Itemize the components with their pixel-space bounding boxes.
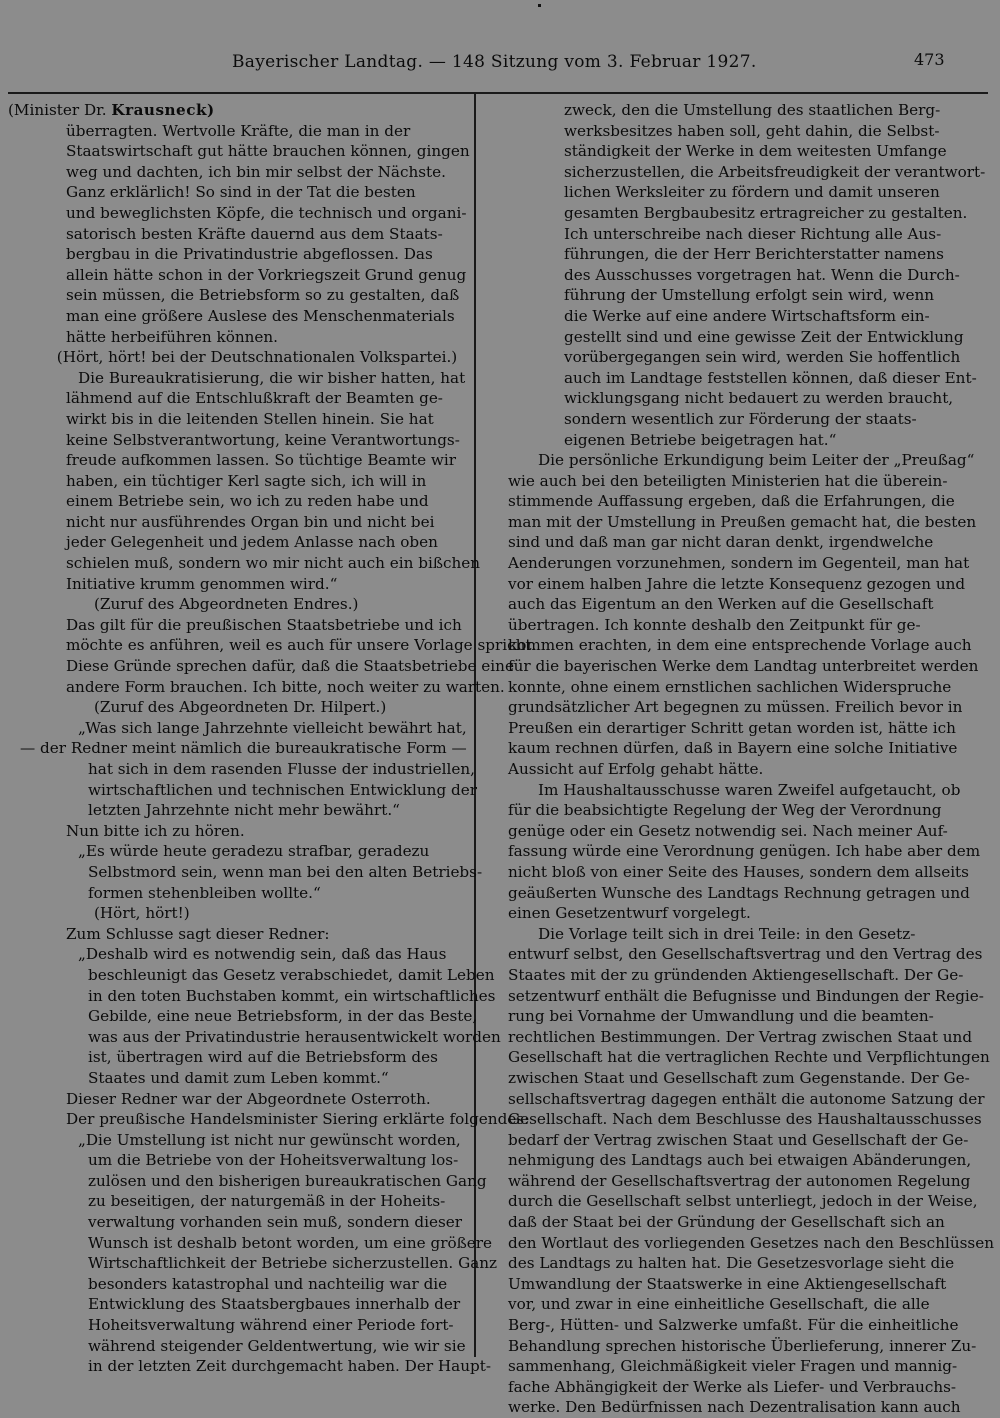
text-line: verwaltung vorhanden sein muß, sondern dieser (88, 1213, 463, 1232)
text-line: Aenderungen vorzunehmen, sondern im Gegenteil, man hat (508, 554, 970, 573)
text-line: Umwandlung der Staatswerke in eine Aktiengesellschaft (508, 1274, 947, 1293)
text-line: Selbstmord sein, wenn man bei den alten Betriebs- (88, 862, 483, 881)
text-line: für die bayerischen Werke dem Landtag unterbreitet werden (508, 657, 979, 676)
text-line: fache Abhängigkeit der Werke als Liefer- und Verbrauchs- (508, 1377, 957, 1396)
text-line: konnte, ohne einem ernstlichen sachlichen Widerspruche (508, 677, 952, 696)
text-line: geäußerten Wunsche des Landtags Rechnung getragen und (508, 883, 970, 902)
text-line: zweck, den die Umstellung des staatlichen Berg- (564, 101, 941, 119)
text-line: Nun bitte ich zu hören. (66, 821, 245, 840)
text-line: werksbesitzes haben soll, geht dahin, die Selbst- (564, 121, 940, 140)
text-line: auch im Landtage feststellen können, daß dieser Ent- (564, 368, 977, 387)
text-line: durch die Gesellschaft selbst unterliegt, jedoch in der Weise, (508, 1192, 978, 1211)
text-line: freude aufkommen lassen. So tüchtige Beamte wir (66, 451, 457, 470)
text-line: Die persönliche Erkundigung beim Leiter der „Preußag“ (538, 451, 975, 470)
text-line: einem Betriebe sein, wo ich zu reden habe und (66, 492, 429, 511)
text-line: „Was sich lange Jahrzehnte vielleicht bewährt hat, (78, 718, 467, 737)
text-line: Das gilt für die preußischen Staatsbetriebe und ich (66, 615, 462, 634)
text-line: nicht bloß von einer Seite des Hauses, sondern dem allseits (508, 862, 969, 881)
text-line: jeder Gelegenheit und jedem Anlasse nach oben (66, 533, 438, 552)
text-line: sind und daß man gar nicht daran denkt, irgendwelche (508, 533, 934, 552)
text-line: lichen Werksleiter zu fördern und damit unseren (564, 183, 940, 202)
page-number: 473 (914, 50, 945, 69)
text-line: Hoheitsverwaltung während einer Periode fort- (88, 1316, 454, 1335)
text-line: Dieser Redner war der Abgeordnete Osterroth. (66, 1089, 431, 1108)
text-line: für die beabsichtigte Regelung der Weg der Verordnung (508, 801, 942, 820)
text-line: wie auch bei den beteiligten Ministerien hat die überein- (508, 471, 948, 490)
text-line: rechtlichen Bestimmungen. Der Vertrag zwischen Staat und (508, 1027, 973, 1046)
text-line: sellschaftsvertrag dagegen enthält die autonome Satzung der (508, 1089, 985, 1108)
running-title: Bayerischer Landtag. — 148 Sitzung vom 3. Februar 1927. (232, 52, 757, 72)
print-mark (538, 4, 541, 7)
text-line: wirkt bis in die leitenden Stellen hinein. Sie hat (66, 409, 434, 428)
text-line: Staates mit der zu gründenden Aktiengesellschaft. Der Ge- (508, 965, 964, 984)
text-line: zulösen und den bisherigen bureaukratischen Gang (88, 1171, 487, 1190)
text-line: keine Selbstverantwortung, keine Verantwortungs- (66, 430, 460, 449)
text-line: und beweglichsten Köpfe, die technisch und organi- (66, 203, 467, 222)
text-line: „Deshalb wird es notwendig sein, daß das Haus (78, 945, 447, 964)
text-line: führungen, die der Herr Berichterstatter namens (564, 245, 944, 264)
text-line: was aus der Privatindustrie herausentwickelt worden (88, 1027, 501, 1046)
text-line: fassung würde eine Verordnung genügen. Ich habe aber dem (508, 842, 981, 861)
text-line: genüge oder ein Gesetz notwendig sei. Nach meiner Auf- (508, 821, 948, 840)
text-line: beschleunigt das Gesetz verabschiedet, damit Leben (88, 965, 495, 984)
text-line: des Ausschusses vorgetragen hat. Wenn die Durch- (564, 265, 960, 284)
left-column (8, 100, 537, 1376)
text-line: wicklungsgang nicht bedauert zu werden braucht, (564, 389, 954, 408)
text-line: gestellt sind und eine gewisse Zeit der Entwicklung (564, 327, 964, 346)
text-line: sammenhang, Gleichmäßigkeit vieler Fragen und mannig- (508, 1357, 958, 1376)
text-line: in den toten Buchstaben kommt, ein wirtschaftliches (88, 986, 496, 1005)
text-line: vorübergegangen sein wird, werden Sie hoffentlich (564, 348, 961, 367)
text-line: nehmigung des Landtags auch bei etwaigen Abänderungen, (508, 1151, 972, 1170)
text-line: Gesellschaft. Nach dem Beschlusse des Haushaltausschusses (508, 1110, 982, 1129)
text-line: man mit der Umstellung in Preußen gemacht hat, die besten (508, 512, 977, 531)
text-line: Wirtschaftlichkeit der Betriebe sicherzustellen. Ganz (88, 1254, 498, 1273)
text-line: bergbau in die Privatindustrie abgeflossen. Das (66, 245, 433, 264)
text-line: Preußen ein derartiger Schritt getan worden ist, hätte ich (508, 718, 956, 737)
text-line: Der preußische Handelsminister Siering erklärte folgendes: (66, 1110, 530, 1129)
text-line: besonders katastrophal und nachteilig war die (88, 1274, 448, 1293)
text-line: Diese Gründe sprechen dafür, daß die Staatsbetriebe eine (66, 657, 514, 676)
text-line: vor, und zwar in eine einheitliche Gesellschaft, die alle (508, 1295, 930, 1314)
text-line: die Werke auf eine andere Wirtschaftsform ein- (564, 306, 930, 325)
text-line: zu beseitigen, der naturgemäß in der Hoheits- (88, 1192, 446, 1211)
text-line: (Zuruf des Abgeordneten Endres.) (94, 595, 359, 614)
text-line: „Es würde heute geradezu strafbar, geradezu (78, 842, 430, 861)
text-line: führung der Umstellung erfolgt sein wird, wenn (564, 286, 935, 305)
text-line: um die Betriebe von der Hoheitsverwaltung los- (88, 1151, 459, 1170)
text-line: hätte herbeiführen können. (66, 327, 279, 346)
text-line: Initiative krumm genommen wird.“ (66, 574, 338, 593)
text-line: ständigkeit der Werke in dem weitesten Umfange (564, 142, 947, 161)
text-line: Entwicklung des Staatsbergbaues innerhalb der (88, 1295, 461, 1314)
text-line: haben, ein tüchtiger Kerl sagte sich, ich will in (66, 471, 427, 490)
text-line: Berg-, Hütten- und Salzwerke umfaßt. Für die einheitliche (508, 1316, 959, 1335)
text-line: wirtschaftlichen und technischen Entwicklung der (88, 780, 477, 799)
text-line: Wunsch ist deshalb betont worden, um eine größere (88, 1233, 492, 1252)
text-line: hat sich in dem rasenden Flusse der industriellen, (88, 760, 475, 778)
text-line: vor einem halben Jahre die letzte Konsequenz gezogen und (508, 574, 966, 593)
text-line: werke. Den Bedürfnissen nach Dezentralisation kann auch (508, 1398, 961, 1417)
text-line: rung bei Vornahme der Umwandlung und die beamten- (508, 1007, 934, 1026)
text-line: in der letzten Zeit durchgemacht haben. Der Haupt- (88, 1357, 491, 1376)
text-line: nicht nur ausführendes Organ bin und nicht bei (66, 512, 435, 531)
text-line: kaum rechnen dürfen, daß in Bayern eine solche Initiative (508, 739, 958, 758)
text-line: Zum Schlusse sagt dieser Redner: (66, 924, 330, 943)
text-line: auch das Eigentum an den Werken auf die Gesellschaft (508, 595, 934, 614)
text-line: einen Gesetzentwurf vorgelegt. (508, 904, 751, 923)
right-column (508, 100, 994, 1417)
text-line: — der Redner meint nämlich die bureaukratische Form — (20, 739, 467, 758)
text-line: Ich unterschreibe nach dieser Richtung alle Aus- (564, 224, 942, 243)
text-line: sondern wesentlich zur Förderung der staats- (564, 409, 917, 428)
text-line: entwurf selbst, den Gesellschaftsvertrag und den Vertrag des (508, 945, 983, 964)
text-line: Die Vorlage teilt sich in drei Teile: in den Gesetz- (538, 924, 916, 943)
text-line: „Die Umstellung ist nicht nur gewünscht worden, (78, 1130, 461, 1149)
text-line: schielen muß, sondern wo mir nicht auch ein bißchen (66, 554, 481, 573)
speaker-name: Krausneck) (111, 101, 215, 119)
text-line: übertragen. Ich konnte deshalb den Zeitpunkt für ge- (508, 615, 921, 634)
header-rule (8, 92, 988, 94)
text-line: allein hätte schon in der Vorkriegszeit Grund genug (66, 265, 467, 284)
text-line: (Hört, hört! bei der Deutschnationalen Volkspartei.) (56, 348, 458, 367)
text-line: lähmend auf die Entschlußkraft der Beamten ge- (66, 389, 443, 408)
text-line: daß der Staat bei der Gründung der Gesellschaft sich an (508, 1213, 945, 1232)
text-line: Aussicht auf Erfolg gehabt hätte. (508, 760, 764, 778)
text-line: möchte es anführen, weil es auch für unsere Vorlage spricht. (66, 636, 537, 655)
text-line: setzentwurf enthält die Befugnisse und Bindungen der Regie- (508, 986, 984, 1005)
text-line: den Wortlaut des vorliegenden Gesetzes nach den Beschlüssen (508, 1233, 994, 1252)
text-line: satorisch besten Kräfte dauernd aus dem Staats- (66, 224, 443, 243)
text-line: Gesellschaft hat die vertraglichen Rechte und Verpflichtungen (508, 1048, 990, 1067)
speaker-attribution (8, 100, 466, 121)
text-line: sein müssen, die Betriebsform so zu gestalten, daß (66, 286, 460, 305)
text-line: (Hört, hört!) (94, 904, 190, 923)
text-line: (Zuruf des Abgeordneten Dr. Hilpert.) (94, 698, 387, 717)
text-line: formen stehenbleiben wollte.“ (88, 883, 321, 902)
text-line: Gebilde, eine neue Betriebsform, in der das Beste, (88, 1007, 478, 1026)
page-header (0, 50, 1000, 80)
text-line: weg und dachten, ich bin mir selbst der Nächste. (66, 162, 446, 181)
text-line: andere Form brauchen. Ich bitte, noch weiter zu warten. (66, 677, 505, 696)
text-line: stimmende Auffassung ergeben, daß die Erfahrungen, die (508, 492, 955, 511)
text-line: sicherzustellen, die Arbeitsfreudigkeit der verantwort- (564, 162, 986, 181)
left-column-text (8, 121, 537, 1377)
text-line: Staates und damit zum Leben kommt.“ (88, 1068, 389, 1087)
text-line: zwischen Staat und Gesellschaft zum Gegenstande. Der Ge- (508, 1068, 970, 1087)
text-line: man eine größere Auslese des Menschenmaterials (66, 306, 455, 325)
text-line: Behandlung sprechen historische Überlieferung, innerer Zu- (508, 1336, 977, 1355)
text-line: grundsätzlicher Art begegnen zu müssen. Freilich bevor in (508, 698, 963, 717)
text-line: letzten Jahrzehnte nicht mehr bewährt.“ (88, 801, 400, 820)
text-line: ist, übertragen wird auf die Betriebsform des (88, 1048, 438, 1067)
text-line: bedarf der Vertrag zwischen Staat und Gesellschaft der Ge- (508, 1130, 969, 1149)
text-line: während steigender Geldentwertung, wie wir sie (88, 1336, 466, 1355)
speaker-prefix: (Minister Dr. (8, 101, 112, 119)
text-line: während der Gesellschaftsvertrag der autonomen Regelung (508, 1171, 971, 1190)
text-line: Staatswirtschaft gut hätte brauchen können, gingen (66, 142, 470, 161)
text-line: des Landtags zu halten hat. Die Gesetzesvorlage sieht die (508, 1254, 955, 1273)
column-divider (474, 92, 476, 1357)
text-line: eigenen Betriebe beigetragen hat.“ (564, 430, 837, 449)
text-line: Im Haushaltausschusse waren Zweifel aufgetaucht, ob (538, 780, 961, 799)
text-line: Ganz erklärlich! So sind in der Tat die besten (66, 183, 416, 202)
text-line: kommen erachten, in dem eine entsprechende Vorlage auch (508, 636, 972, 655)
text-line: gesamten Bergbaubesitz ertragreicher zu gestalten. (564, 203, 968, 222)
text-line: Die Bureaukratisierung, die wir bisher hatten, hat (78, 368, 466, 387)
right-column-text (508, 100, 994, 1418)
text-line: überragten. Wertvolle Kräfte, die man in der (66, 121, 411, 140)
